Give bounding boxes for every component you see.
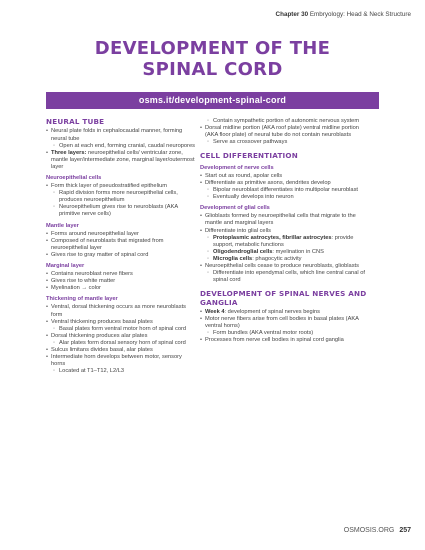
section-title-cell-differentiation: CELL DIFFERENTIATION (200, 151, 298, 161)
list-item (46, 368, 196, 375)
list-item (200, 256, 372, 263)
list-item (46, 271, 196, 278)
list-item (46, 204, 196, 218)
list-item (46, 183, 196, 190)
neural-tube-list (46, 128, 196, 171)
list-item (200, 118, 372, 125)
neuroepithelial-list (46, 183, 196, 218)
list-item-text: Differentiate into ependymal cells, which line central canal of spinal cord (213, 270, 365, 284)
list-item (200, 187, 372, 194)
list-item-text: Ventral thickening produces basal plates (51, 318, 153, 325)
list-item-text: Neuroepithelial cells cease to produce neuroblasts, glioblasts (205, 263, 359, 269)
section-title-spinal-nerves: DEVELOPMENT OF SPINAL NERVES AND GANGLIA (200, 289, 367, 307)
subtitle-glial-cells: Development of glial cells (200, 205, 270, 212)
thickening-list (46, 304, 196, 375)
chapter-header (276, 11, 411, 18)
list-item (46, 238, 196, 252)
right-column (200, 118, 372, 345)
footer-site[interactable]: OSMOSIS.ORG (343, 527, 395, 534)
list-item (46, 340, 196, 347)
list-item-text: Bipolar neuroblast differentiates into multipolar neuroblast (213, 187, 359, 194)
list-item (46, 354, 196, 368)
list-item (200, 316, 372, 330)
list-item-text: Glioblasts formed by neuroepithelial cells that migrate to the mantle and marginal layers (205, 213, 356, 227)
list-item-term: Three layers: (51, 149, 87, 156)
list-item-text: Gives rise to white matter (51, 278, 116, 285)
list-item-text: Motor nerve fibers arise from cell bodies in basal plates (AKA ventral horns) (205, 316, 359, 330)
list-item-text: Processes from nerve cell bodies in spinal cord ganglia (205, 337, 344, 344)
list-item-text: Ventral, dorsal thickening occurs as more neuroblasts form (51, 304, 186, 318)
list-item-term: Oligodendroglial cells (213, 248, 273, 255)
list-item (200, 213, 372, 227)
list-item-text: Located at T1–T12, L2/L3 (59, 368, 125, 375)
list-item (200, 139, 372, 146)
list-item (200, 309, 372, 316)
list-item (200, 173, 372, 180)
list-item (46, 347, 196, 354)
list-item-text: Neural plate folds in cephalocaudal manner, forming neural tube (51, 128, 183, 142)
page-title-line1: DEVELOPMENT OF THE (94, 38, 331, 59)
list-item (46, 231, 196, 238)
subtitle-marginal: Marginal layer (46, 263, 85, 269)
page-footer (344, 527, 411, 534)
list-item-text: neuroepithelial cells/ ventricular zone, mantle layer/intermediate zone, marginal layer/outermost layer (51, 149, 195, 170)
list-item-text: Sulcus limitans divides basal, alar plates (51, 347, 153, 354)
list-item (200, 194, 372, 201)
subtitle-nerve-cells: Development of nerve cells (200, 164, 274, 171)
url-banner[interactable]: osms.it/development-spinal-cord (46, 92, 379, 109)
list-item-text: Start out as round, apolar cells (205, 172, 283, 179)
subtitle-mantle: Mantle layer (46, 222, 79, 229)
page-number: 257 (399, 527, 411, 534)
list-item (46, 333, 196, 340)
list-item-text: Basal plates form ventral motor horn of spinal cord (59, 325, 187, 332)
nerve-cells-list (200, 173, 372, 201)
list-item (46, 326, 196, 333)
subtitle-neuroepithelial: Neuroepithelial cells (46, 174, 102, 181)
chapter-number: Chapter 30 (275, 11, 309, 18)
list-item (46, 143, 196, 150)
list-item-text: : provide support, metabolic functions (213, 234, 354, 248)
list-item-term: Protoplasmic astrocytes, fibrillar astrocytes (213, 234, 332, 241)
list-item (200, 270, 372, 284)
list-item (46, 304, 196, 318)
list-item (46, 190, 196, 204)
list-item-text: Differentiate as primitive axons, dendrites develop (205, 179, 331, 186)
list-item-text: Contains neuroblast nerve fibers (51, 271, 133, 278)
list-item-text: Eventually develops into neuron (213, 194, 294, 201)
left-column (46, 118, 196, 375)
list-item-term: Week 4 (205, 309, 225, 316)
list-item-text: Gives rise to gray matter of spinal cord (51, 251, 149, 258)
continued-list (200, 118, 372, 146)
list-item (46, 150, 196, 171)
page-title-line2: SPINAL CORD (142, 59, 283, 80)
list-item-term: Microglia cells (213, 255, 253, 262)
list-item-text: Intermediate horn develops between motor, sensory horns (51, 354, 182, 368)
list-item-text: Myelination → color (51, 285, 101, 292)
list-item-text: Neuroepithelium gives rise to neuroblasts (AKA primitive nerve cells) (59, 204, 178, 218)
list-item (200, 263, 372, 270)
list-item (200, 125, 372, 139)
list-item-text: Open at each end, forming cranial, caudal neuropores (59, 142, 195, 149)
list-item-text: Differentiate into glial cells (205, 227, 271, 234)
list-item (46, 285, 196, 292)
list-item (200, 337, 372, 344)
chapter-title: Embryology: Head & Neck Structure (309, 11, 411, 18)
page-title (0, 38, 425, 80)
list-item-text: Alar plates form dorsal sensory horn of spinal cord (59, 339, 186, 346)
list-item-text: Serve as crossover pathways (213, 139, 288, 146)
list-item-text: : myelination in CNS (272, 248, 324, 255)
list-item (200, 180, 372, 187)
list-item (46, 252, 196, 259)
spinal-nerves-list (200, 309, 372, 344)
list-item (200, 249, 372, 256)
list-item-text: Form bundles (AKA ventral motor roots) (213, 330, 314, 337)
list-item-text: : phagocytic activity (252, 255, 302, 262)
list-item-text: Composed of neuroblasts that migrated from neuroepithelial layer (51, 237, 164, 251)
list-item-text: Rapid division forms more neuroepithelial cells, produces neuroepithelium (59, 190, 178, 204)
list-item (46, 278, 196, 285)
mantle-list (46, 231, 196, 259)
list-item-text: : development of spinal nerves begins (224, 309, 320, 316)
glial-cells-list (200, 213, 372, 284)
marginal-list (46, 271, 196, 292)
list-item-text: Dorsal midline portion (AKA roof plate) ventral midline portion (AKA floor plate) of neural tube do not contain neuroblasts (205, 125, 359, 139)
section-title-neural-tube: NEURAL TUBE (46, 117, 105, 126)
list-item (46, 128, 196, 142)
list-item (200, 228, 372, 235)
list-item-text: Dorsal thickening produces alar plates (51, 332, 148, 339)
list-item (200, 235, 372, 249)
subtitle-thickening: Thickening of mantle layer (46, 296, 118, 303)
list-item-text: Forms around neuroepithelial layer (51, 230, 139, 237)
list-item (200, 330, 372, 337)
list-item-text: Form thick layer of pseudostratified epithelium (51, 183, 168, 190)
list-item-text: Contain sympathetic portion of autonomic nervous system (213, 118, 360, 124)
list-item (46, 319, 196, 326)
